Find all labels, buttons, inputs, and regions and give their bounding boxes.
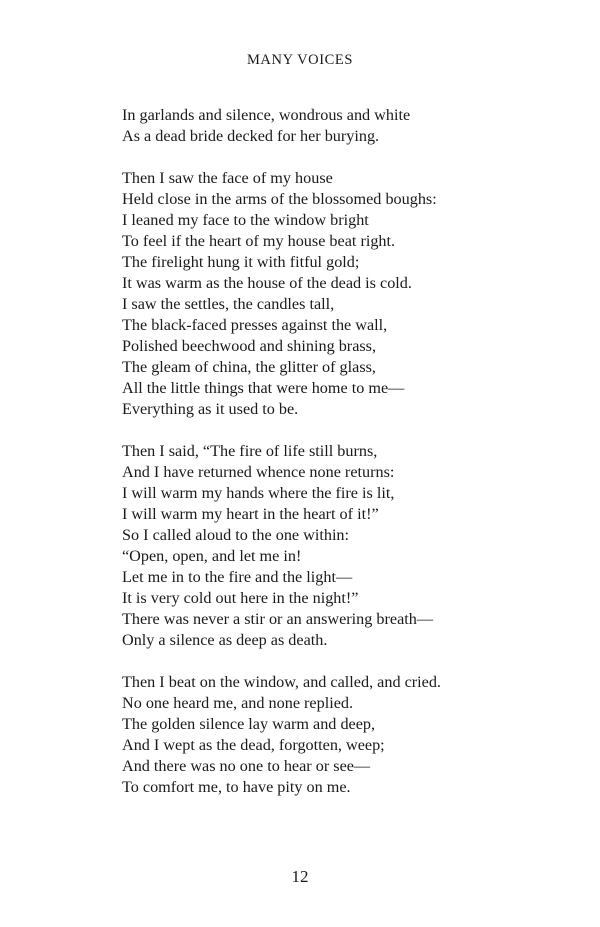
poem-line: Then I beat on the window, and called, and cried. — [122, 673, 441, 691]
stanza — [122, 105, 542, 147]
poem-line: All the little things that were home to me— — [122, 379, 405, 397]
poem-line: The black-faced presses against the wall, — [122, 316, 388, 334]
poem-line: I saw the settles, the candles tall, — [122, 295, 335, 313]
poem-line: No one heard me, and none replied. — [122, 694, 354, 712]
poem-line: The golden silence lay warm and deep, — [122, 715, 376, 733]
poem-line: The firelight hung it with fitful gold; — [122, 253, 360, 271]
running-header: MANY VOICES — [246, 52, 354, 68]
poem-line: To comfort me, to have pity on me. — [122, 778, 351, 796]
poem-line: Everything as it used to be. — [122, 400, 299, 418]
poem-line: Then I saw the face of my house — [122, 169, 333, 187]
poem-line: Then I said, “The fire of life still burns, — [122, 442, 378, 460]
poem-line: And I wept as the dead, forgotten, weep; — [122, 736, 385, 754]
poem-line: Held close in the arms of the blossomed boughs: — [122, 190, 437, 208]
poem-line: And I have returned whence none returns: — [122, 463, 395, 481]
poem-line: Polished beechwood and shining brass, — [122, 337, 377, 355]
poem-body — [122, 105, 542, 819]
poem-line: I will warm my hands where the fire is lit, — [122, 484, 395, 502]
poem-line: Let me in to the fire and the light— — [122, 568, 353, 586]
poem-line: Only a silence as deep as death. — [122, 631, 328, 649]
poem-line: So I called aloud to the one within: — [122, 526, 350, 544]
page-number: 12 — [291, 867, 309, 886]
stanza — [122, 168, 542, 420]
poem-line: I leaned my face to the window bright — [122, 211, 369, 229]
poem-line: It is very cold out here in the night!” — [122, 589, 359, 607]
stanza — [122, 672, 542, 798]
poem-line: And there was no one to hear or see— — [122, 757, 371, 775]
poem-line: In garlands and silence, wondrous and white — [122, 106, 411, 124]
poem-line: It was warm as the house of the dead is cold. — [122, 274, 412, 292]
poem-line: I will warm my heart in the heart of it!” — [122, 505, 379, 523]
poem-line: There was never a stir or an answering breath— — [122, 610, 434, 628]
poem-line: “Open, open, and let me in! — [122, 547, 302, 565]
poem-line: To feel if the heart of my house beat right. — [122, 232, 396, 250]
poem-line: As a dead bride decked for her burying. — [122, 127, 380, 145]
stanza — [122, 441, 542, 651]
poem-line: The gleam of china, the glitter of glass, — [122, 358, 376, 376]
